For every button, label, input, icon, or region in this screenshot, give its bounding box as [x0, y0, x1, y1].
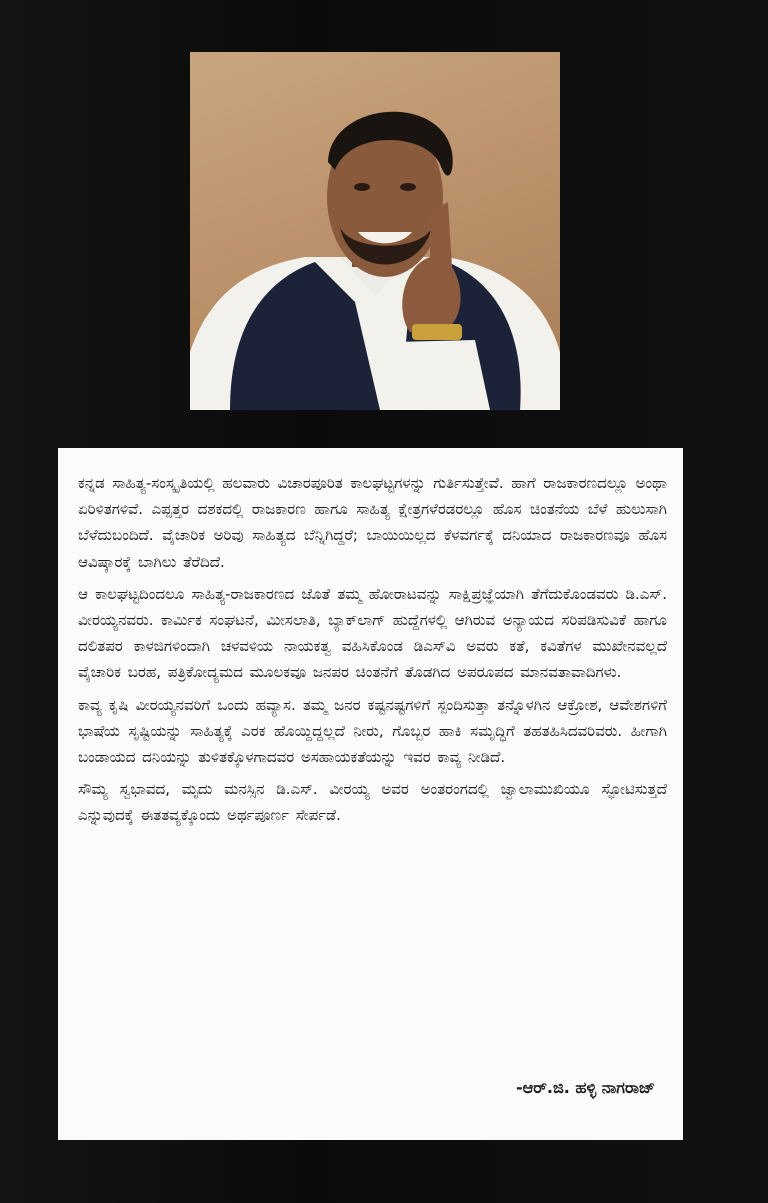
blurb-box: [58, 448, 683, 1140]
blurb-paragraph-4: ಸೌಮ್ಯ ಸ್ವಭಾವದ, ಮೃದು ಮನಸ್ಸಿನ ಡಿ.ಎಸ್. ವೀರಯ್ಯ ಅವರ ಅಂತರಂಗದಲ್ಲಿ ಜ್ವಾಲಾಮುಖಿಯೂ ಸ್ಫೋಟಿಸುತ್ತದೆ ಎನ್ನುವುದಕ್ಕೆ ಈತತವ್ಯಕ್ಕೊಂದು ಅರ್ಥಪೂರ್ಣ ಸೇರ್ಪಡೆ.: [78, 780, 667, 825]
blurb-paragraph-3: ಕಾವ್ಯ ಕೃಷಿ ವೀರಯ್ಯನವರಿಗೆ ಒಂದು ಹವ್ಯಾಸ. ತಮ್ಮ ಜನರ ಕಷ್ಟನಷ್ಟಗಳಿಗೆ ಸ್ಪಂದಿಸುತ್ತಾ ತನ್ನೊಳಗಿನ ಆಕ್ರೋಶ, ಆವೇಶಗಳಿಗೆ ಭಾಷೆಯ ಸೃಷ್ಟಿಯನ್ನು ಸಾಹಿತ್ಯಕ್ಕೆ ಎರಕ ಹೊಯ್ದಿದ್ದಲ್ಲದೆ ನೀರು, ಗೊಬ್ಬರ ಹಾಕಿ ಸಮೃದ್ಧಿಗೆ ತಹತಹಿಸಿದವರಿವರು. ಹೀಗಾಗಿ ಬಂಡಾಯದ ದನಿಯನ್ನು ತುಳಿತಕ್ಕೊಳಗಾದವರ ಅಸಹಾಯಕತೆಯನ್ನು ಇವರ ಕಾವ್ಯ ನೀಡಿದೆ.: [78, 695, 667, 767]
author-portrait-icon: [190, 52, 560, 410]
blurb-signature: -ಆರ್.ಜಿ. ಹಳ್ಳಿ ನಾಗರಾಜ್: [516, 1078, 655, 1097]
blurb-paragraph-2: ಆ ಕಾಲಘಟ್ಟದಿಂದಲೂ ಸಾಹಿತ್ಯ-ರಾಜಕಾರಣದ ಜೊತೆ ತಮ್ಮ ಹೋರಾಟವನ್ನು ಸಾಕ್ಷಿಪ್ರಜ್ಞೆಯಾಗಿ ತೆಗೆದುಕೊಂಡವರು ಡಿ.ಎಸ್. ವೀರಯ್ಯನವರು. ಕಾರ್ಮಿಕ ಸಂಘಟನೆ, ಮೀಸಲಾತಿ, ಬ್ಯಾಕ್‌ಲಾಗ್ ಹುದ್ದೆಗಳಲ್ಲಿ ಆಗಿರುವ ಅನ್ಯಾಯದ ಸರಿಪಡಿಸುವಿಕೆ ಹಾಗೂ ದಲಿತಪರ ಕಾಳಜಿಗಳಿಂದಾಗಿ ಚಳವಳಿಯ ನಾಯಕತ್ವ ವಹಿಸಿಕೊಂಡ ಡಿಎಸ್‌ವಿ ಅವರು ಕತೆ, ಕವಿತೆಗಳ ಮುಖೇನವಲ್ಲದೆ ವೈಚಾರಿಕ ಬರಹ, ಪತ್ರಿಕೋದ್ಯಮದ ಮೂಲಕವೂ ಜನಪರ ಚಿಂತನೆಗೆ ತೊಡಗಿದ ಅಪರೂಪದ ಮಾನವತಾವಾದಿಗಳು.: [78, 584, 667, 682]
author-photo: [190, 52, 560, 410]
blurb-paragraph-1: ಕನ್ನಡ ಸಾಹಿತ್ಯ-ಸಂಸ್ಕೃತಿಯಲ್ಲಿ ಹಲವಾರು ವಿಚಾರಪೂರಿತ ಕಾಲಘಟ್ಟಗಳನ್ನು ಗುರ್ತಿಸುತ್ತೇವೆ. ಹಾಗೆ ರಾಜಕಾರಣದಲ್ಲೂ ಅಂಥಾ ಏರಿಳಿತಗಳಿವೆ. ಎಪ್ಪತ್ತರ ದಶಕದಲ್ಲಿ ರಾಜಕಾರಣ ಹಾಗೂ ಸಾಹಿತ್ಯ ಕ್ಷೇತ್ರಗಳೆರಡರಲ್ಲೂ ಹೊಸ ಚಿಂತನೆಯ ಬೆಳೆ ಹುಲುಸಾಗಿ ಬೆಳೆದುಬಂದಿದೆ. ವೈಚಾರಿಕ ಅರಿವು ಸಾಹಿತ್ಯದ ಬೆನ್ನಿಗಿದ್ದರೆ; ಬಾಯಿಯಿಲ್ಲದ ಕೆಳವರ್ಗಕ್ಕೆ ದನಿಯಾದ ರಾಜಕಾರಣವೂ ಹೊಸ ಆವಿಷ್ಕಾರಕ್ಕೆ ಬಾಗಿಲು ತೆರೆದಿದೆ.: [78, 474, 667, 571]
